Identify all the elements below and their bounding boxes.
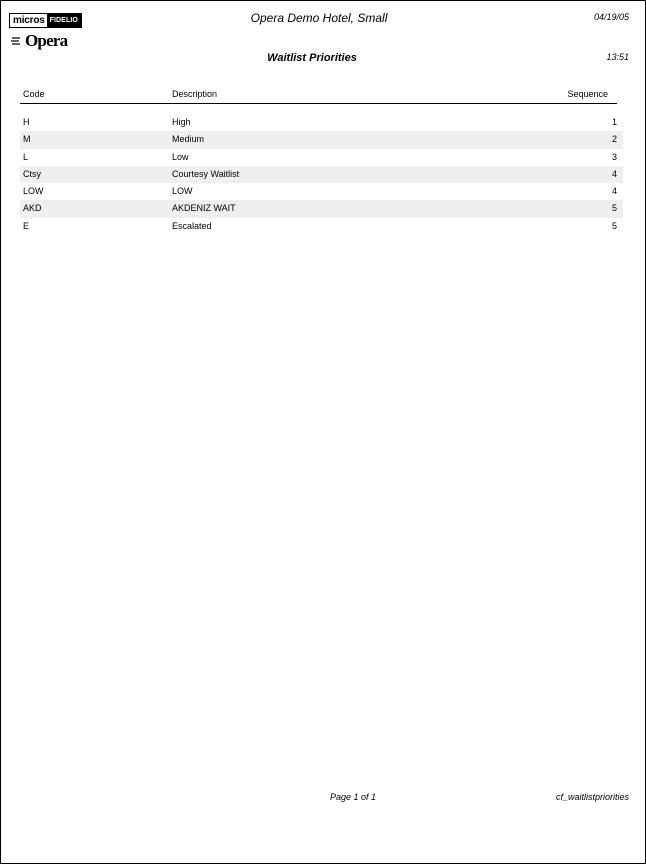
opera-logo xyxy=(11,32,67,49)
row-description: LOW xyxy=(172,186,193,197)
row-sequence: 2 xyxy=(611,134,617,145)
row-description: Medium xyxy=(172,134,205,145)
report-time: 13:51 xyxy=(606,52,629,62)
priority-table xyxy=(20,114,623,235)
opera-swoosh-icon xyxy=(11,34,25,48)
opera-logo-text: Opera xyxy=(25,31,68,50)
row-code: Ctsy xyxy=(23,168,41,179)
table-row xyxy=(20,114,623,131)
table-row xyxy=(20,149,623,166)
report-date: 04/19/05 xyxy=(593,12,629,22)
row-code: M xyxy=(23,134,31,145)
report-id: cf_waitlistpriorities xyxy=(555,792,629,802)
row-code: E xyxy=(23,220,30,231)
row-description: Courtesy Waitlist xyxy=(172,168,240,179)
column-header-description: Description xyxy=(172,89,218,99)
row-sequence: 5 xyxy=(611,203,617,214)
header-divider xyxy=(20,103,617,104)
row-code: L xyxy=(23,151,29,162)
row-description: Escalated xyxy=(172,220,212,231)
row-description: AKDENIZ WAIT xyxy=(172,203,236,214)
table-row xyxy=(20,183,623,200)
table-row xyxy=(20,166,623,183)
table-row xyxy=(20,218,623,235)
row-sequence: 5 xyxy=(611,220,617,231)
page-number: Page 1 of 1 xyxy=(330,792,377,802)
table-row xyxy=(20,131,623,148)
column-header-code: Code xyxy=(23,89,45,99)
row-sequence: 4 xyxy=(611,186,617,197)
row-sequence: 3 xyxy=(611,151,617,162)
table-row xyxy=(20,200,623,217)
hotel-name: Opera Demo Hotel, Small xyxy=(250,11,388,25)
column-header-sequence: Sequence xyxy=(567,89,608,99)
row-description: High xyxy=(172,117,191,127)
row-code: H xyxy=(23,117,30,127)
micros-logo-text: micros xyxy=(10,14,47,27)
row-code: AKD xyxy=(23,203,42,214)
row-sequence: 4 xyxy=(611,168,617,179)
fidelio-logo-text: FIDELIO xyxy=(47,14,81,27)
row-sequence: 1 xyxy=(611,117,617,127)
report-title: Waitlist Priorities xyxy=(267,52,357,64)
row-description: Low xyxy=(172,151,189,162)
row-code: LOW xyxy=(23,186,44,197)
